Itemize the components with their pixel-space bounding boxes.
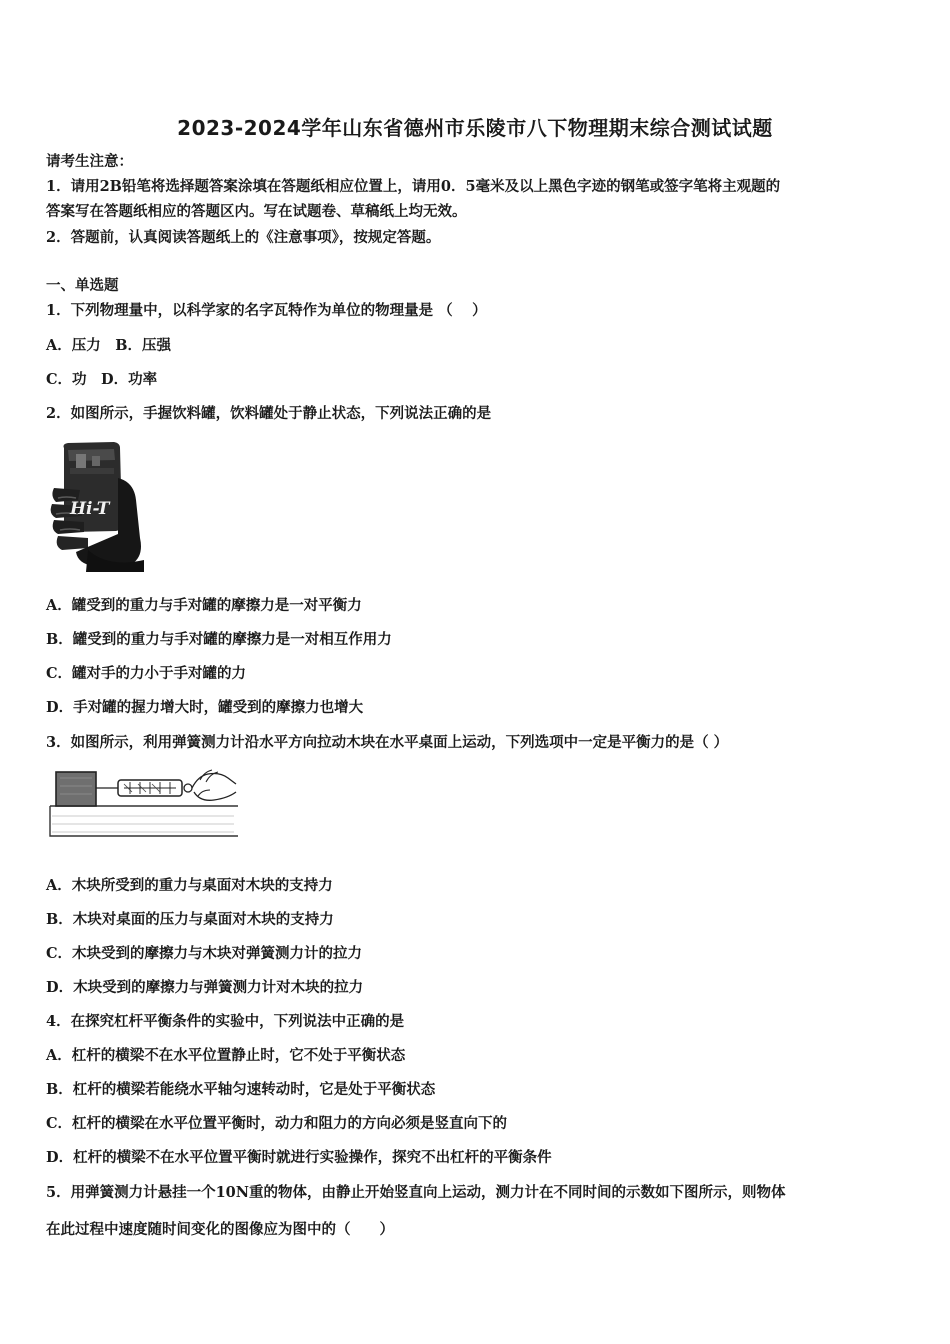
- notice-item-1-line-1: 1．请用2B铅笔将选择题答案涂填在答题纸相应位置上，请用0．5毫米及以上黑色字迹的钢笔或签字笔将主观题的: [46, 178, 781, 195]
- question-2-option-c: C．罐对手的力小于手对罐的力: [46, 665, 247, 682]
- question-1-option-cd: C．功 D．功率: [46, 371, 158, 388]
- question-1-option-ab: A．压力 B．压强: [46, 337, 172, 354]
- section-heading: 一、单选题: [46, 277, 119, 294]
- question-2-stem: 2．如图所示，手握饮料罐，饮料罐处于静止状态，下列说法正确的是: [46, 405, 492, 422]
- spring-scale-pulling-block-figure: [48, 762, 240, 842]
- question-4-stem: 4．在探究杠杆平衡条件的实验中，下列说法中正确的是: [46, 1013, 405, 1030]
- exam-title: 2023-2024学年山东省德州市乐陵市八下物理期末综合测试试题: [177, 116, 773, 140]
- question-2-option-b: B．罐受到的重力与手对罐的摩擦力是一对相互作用力: [46, 631, 392, 648]
- question-1-stem: 1．下列物理量中，以科学家的名字瓦特作为单位的物理量是 （ ）: [46, 302, 487, 319]
- question-4-option-b: B．杠杆的横梁若能绕水平轴匀速转动时，它是处于平衡状态: [46, 1081, 436, 1098]
- question-4-option-c: C．杠杆的横梁在水平位置平衡时，动力和阻力的方向必须是竖直向下的: [46, 1115, 508, 1132]
- question-5-stem-line-1: 5．用弹簧测力计悬挂一个10N重的物体，由静止开始竖直向上运动，测力计在不同时间的示数如下图所示，则物体: [46, 1184, 786, 1201]
- question-3-stem: 3．如图所示，利用弹簧测力计沿水平方向拉动木块在水平桌面上运动，下列选项中一定是平衡力的是（ ）: [46, 734, 729, 751]
- hand-holding-can-figure: [48, 438, 146, 572]
- question-5-stem-line-2: 在此过程中速度随时间变化的图像应为图中的（ ）: [46, 1221, 394, 1238]
- notice-item-1-line-2: 答案写在答题纸相应的答题区内。写在试题卷、草稿纸上均无效。: [46, 203, 467, 220]
- can-label-text: Hi-T: [70, 499, 110, 519]
- question-2-option-d: D．手对罐的握力增大时，罐受到的摩擦力也增大: [46, 699, 364, 716]
- question-2-option-a: A．罐受到的重力与手对罐的摩擦力是一对平衡力: [46, 597, 362, 614]
- question-3-option-c: C．木块受到的摩擦力与木块对弹簧测力计的拉力: [46, 945, 363, 962]
- question-3-option-d: D．木块受到的摩擦力与弹簧测力计对木块的拉力: [46, 979, 364, 996]
- notice-item-2: 2．答题前，认真阅读答题纸上的《注意事项》，按规定答题。: [46, 229, 441, 246]
- question-3-option-b: B．木块对桌面的压力与桌面对木块的支持力: [46, 911, 334, 928]
- question-3-option-a: A．木块所受到的重力与桌面对木块的支持力: [46, 877, 333, 894]
- notice-heading: 请考生注意：: [46, 153, 133, 170]
- question-4-option-a: A．杠杆的横梁不在水平位置静止时，它不处于平衡状态: [46, 1047, 406, 1064]
- question-4-option-d: D．杠杆的横梁不在水平位置平衡时就进行实验操作，探究不出杠杆的平衡条件: [46, 1149, 552, 1166]
